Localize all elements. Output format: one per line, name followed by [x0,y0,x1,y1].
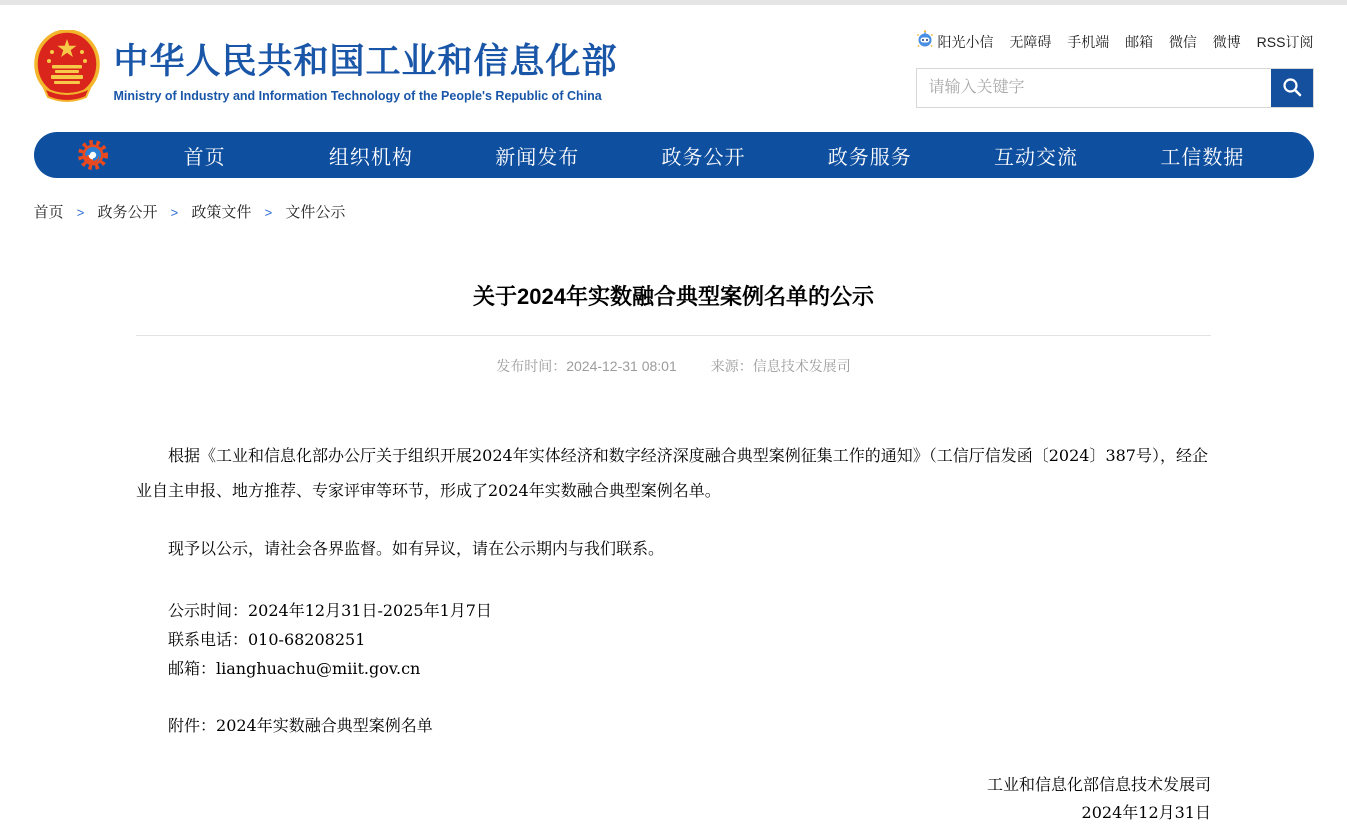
article-title: 关于2024年实数融合典型案例名单的公示 [136,280,1211,311]
breadcrumb-current-page: 文件公示 [285,204,345,221]
nav-item-organization[interactable]: 组织机构 [288,141,454,170]
search-icon [1281,76,1303,101]
nav-item-data[interactable]: 工信数据 [1119,141,1285,170]
link-wechat[interactable]: 微信 [1169,32,1197,52]
nav-item-home[interactable]: 首页 [122,141,288,170]
search-button[interactable] [1271,69,1313,107]
paragraph: 现予以公示，请社会各界监督。如有异议，请在公示期内与我们联系。 [136,531,1211,566]
miit-gear-logo-icon [74,137,112,173]
brand-text [114,34,618,103]
attachment-line [136,711,1211,740]
paragraph: 根据《工业和信息化部办公厅关于组织开展2024年实体经济和数字经济深度融合典型案例征集工作的通知》（工信厅信发函〔2024〕387号），经企业自主申报、地方推荐、专家评审等环节，形成了2024年实数融合典型案例名单。 [136,438,1211,508]
quick-link-label: 阳光小信 [938,32,994,52]
link-mobile[interactable]: 手机端 [1067,32,1109,52]
site-subtitle: Ministry of Industry and Information Technology of the People's Republic of China [114,89,618,103]
breadcrumb-policy-documents[interactable]: 政策文件 [191,204,251,221]
contact-phone-line: 联系电话：010-68208251 [136,625,1211,654]
publish-time-label: 发布时间： [496,358,566,374]
site-title: 中华人民共和国工业和信息化部 [114,34,618,84]
title-divider [136,335,1211,336]
article [136,280,1211,826]
contact-email-line: 邮箱：lianghuachu@miit.gov.cn [136,654,1211,683]
main-nav [34,132,1314,178]
national-emblem-icon [34,30,100,107]
link-accessibility[interactable]: 无障碍 [1009,32,1051,52]
breadcrumb [34,201,1314,222]
breadcrumb-home[interactable]: 首页 [34,204,64,221]
article-signature [136,771,1211,826]
header-right [916,30,1314,108]
site-brand[interactable] [34,30,618,107]
source-label: 来源： [711,358,753,374]
breadcrumb-gov-disclosure[interactable]: 政务公开 [97,204,157,221]
notice-period-line: 公示时间：2024年12月31日-2025年1月7日 [136,596,1211,625]
sunshine-robot-icon [916,30,934,53]
breadcrumb-separator: > [265,205,273,220]
attachment-label: 附件： [168,716,216,735]
search-bar [916,68,1314,108]
nav-item-news[interactable]: 新闻发布 [454,141,620,170]
nav-item-interaction[interactable]: 互动交流 [953,141,1119,170]
signature-department: 工业和信息化部信息技术发展司 [136,771,1211,799]
nav-item-gov-disclosure[interactable]: 政务公开 [620,141,786,170]
article-meta [136,356,1211,376]
site-header [34,5,1314,108]
breadcrumb-separator: > [171,205,179,220]
link-rss[interactable]: RSS订阅 [1257,32,1314,52]
attachment-link[interactable]: 2024年实数融合典型案例名单 [216,716,433,735]
article-body [136,438,1211,740]
nav-item-gov-services[interactable]: 政务服务 [787,141,953,170]
breadcrumb-separator: > [77,205,85,220]
link-sunshine-assistant[interactable] [916,30,994,53]
link-weibo[interactable]: 微博 [1213,32,1241,52]
link-mail[interactable]: 邮箱 [1125,32,1153,52]
quick-links [916,30,1314,53]
signature-date: 2024年12月31日 [136,799,1211,826]
publish-time: 2024-12-31 08:01 [566,358,677,374]
search-input[interactable] [917,69,1271,107]
source-value: 信息技术发展司 [753,358,851,374]
